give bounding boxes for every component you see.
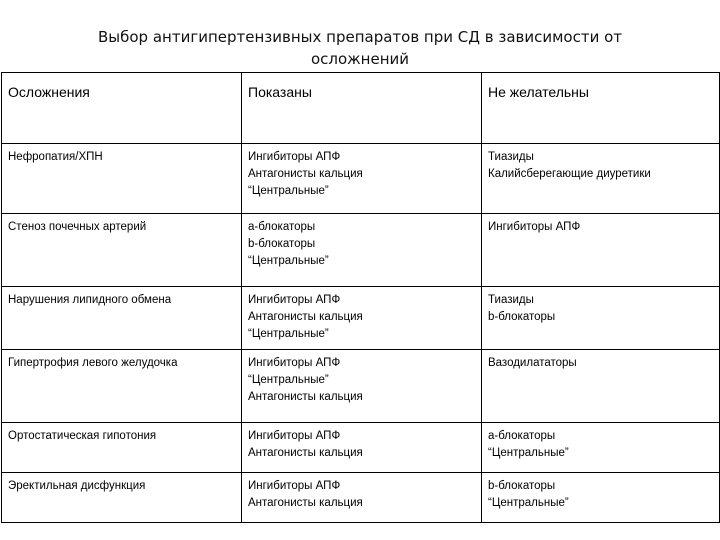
- cell-undesirable: [482, 423, 720, 473]
- undesirable-drug: Вазодилататоры: [488, 357, 577, 369]
- cell-complication: [2, 287, 242, 350]
- cell-complication: [2, 144, 242, 214]
- indicated-drug: “Центральные”: [248, 374, 329, 386]
- indicated-drug: Ингибиторы АПФ: [248, 480, 341, 492]
- cell-indicated: [242, 214, 482, 287]
- indicated-drug: Ингибиторы АПФ: [248, 151, 341, 163]
- undesirable-drug: Ингибиторы АПФ: [488, 221, 581, 233]
- table-row: [2, 287, 720, 350]
- complications-table: [1, 72, 720, 523]
- indicated-drug: “Центральные”: [248, 328, 329, 340]
- title-line-1: Выбор антигипертензивных препаратов при СД в зависимости от: [97, 28, 623, 46]
- complication-text: Стеноз почечных артерий: [8, 221, 147, 233]
- cell-indicated: [242, 473, 482, 523]
- cell-indicated: [242, 144, 482, 214]
- undesirable-drug: Тиазиды: [488, 294, 534, 306]
- table-row: [2, 473, 720, 523]
- undesirable-drug: Калийсберегающие диуретики: [488, 168, 651, 180]
- header-undesirable: Не желательны: [482, 73, 720, 144]
- cell-indicated: [242, 287, 482, 350]
- page-title: [40, 26, 680, 70]
- cell-undesirable: [482, 287, 720, 350]
- cell-indicated: [242, 423, 482, 473]
- cell-complication: [2, 214, 242, 287]
- header-indicated: Показаны: [242, 73, 482, 144]
- indicated-drug: “Центральные”: [248, 185, 329, 197]
- complication-text: Ортостатическая гипотония: [8, 430, 157, 442]
- complication-text: Нефропатия/ХПН: [8, 151, 103, 163]
- undesirable-drug: a-блокаторы: [488, 430, 556, 442]
- indicated-drug: Антагонисты кальция: [248, 497, 363, 509]
- cell-complication: [2, 350, 242, 423]
- indicated-drug: Ингибиторы АПФ: [248, 294, 341, 306]
- indicated-drug: Антагонисты кальция: [248, 168, 363, 180]
- indicated-drug: Антагонисты кальция: [248, 391, 363, 403]
- header-complications: Осложнения: [2, 73, 242, 144]
- indicated-drug: Антагонисты кальция: [248, 311, 363, 323]
- table-body: [2, 73, 720, 523]
- indicated-drug: Антагонисты кальция: [248, 447, 363, 459]
- table-row: [2, 214, 720, 287]
- table-header-row: [2, 73, 720, 144]
- cell-undesirable: [482, 214, 720, 287]
- cell-undesirable: [482, 350, 720, 423]
- table-row: [2, 144, 720, 214]
- indicated-drug: Ингибиторы АПФ: [248, 357, 341, 369]
- cell-indicated: [242, 350, 482, 423]
- cell-undesirable: [482, 473, 720, 523]
- title-line-2: осложнений: [310, 50, 410, 68]
- indicated-drug: Ингибиторы АПФ: [248, 430, 341, 442]
- undesirable-drug: “Центральные”: [488, 497, 569, 509]
- cell-complication: [2, 423, 242, 473]
- indicated-drug: a-блокаторы: [248, 221, 316, 233]
- indicated-drug: b-блокаторы: [248, 238, 316, 250]
- table-row: [2, 423, 720, 473]
- table-row: [2, 350, 720, 423]
- cell-undesirable: [482, 144, 720, 214]
- cell-complication: [2, 473, 242, 523]
- undesirable-drug: b-блокаторы: [488, 480, 556, 492]
- complication-text: Нарушения липидного обмена: [8, 294, 172, 306]
- undesirable-drug: b-блокаторы: [488, 311, 556, 323]
- indicated-drug: “Центральные”: [248, 255, 329, 267]
- complication-text: Эректильная дисфункция: [8, 480, 146, 492]
- complication-text: Гипертрофия левого желудочка: [8, 357, 178, 369]
- undesirable-drug: “Центральные”: [488, 447, 569, 459]
- undesirable-drug: Тиазиды: [488, 151, 534, 163]
